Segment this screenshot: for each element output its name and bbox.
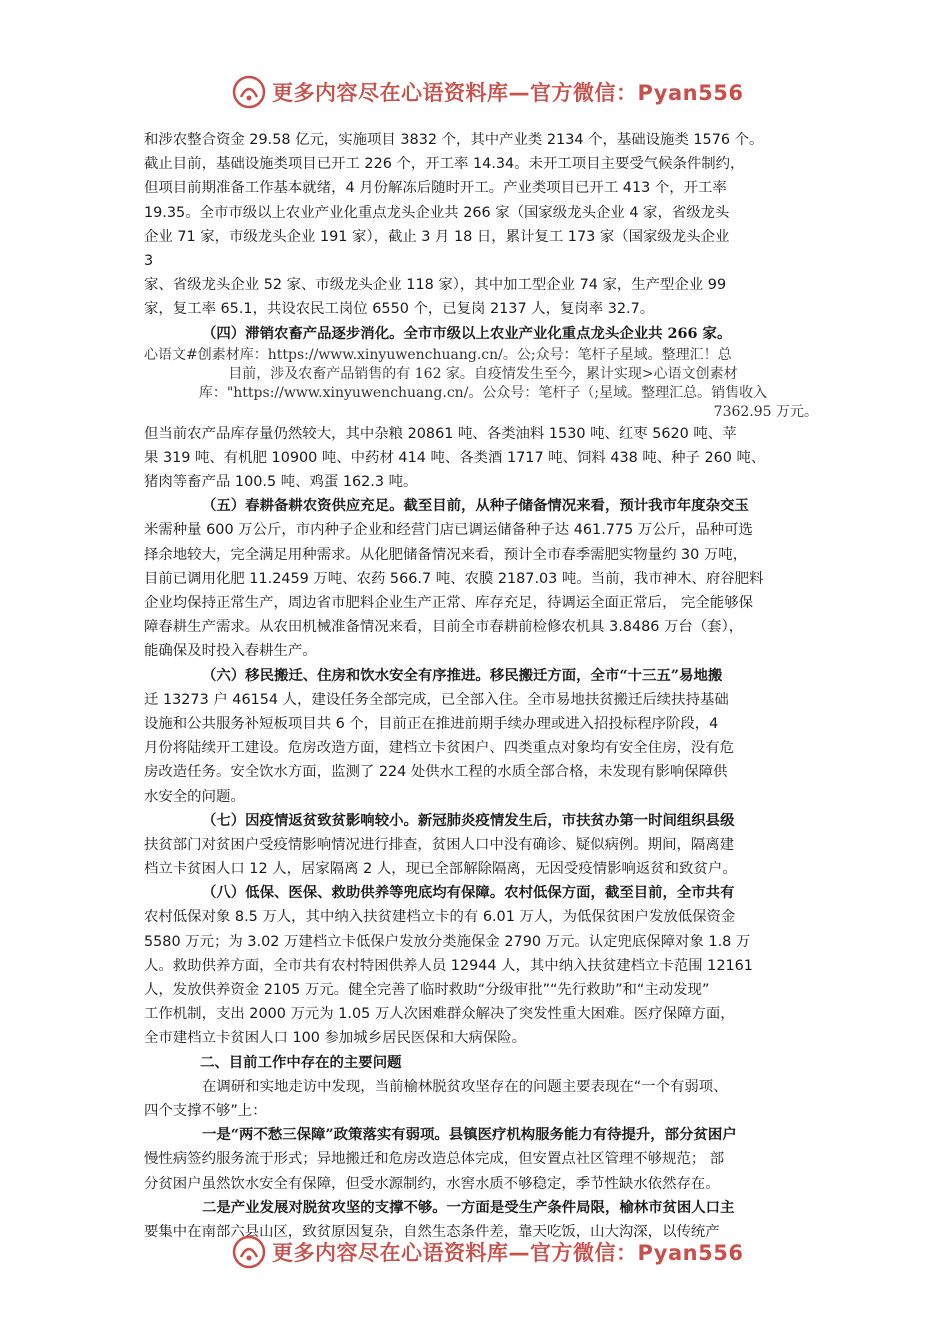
text-line: 要集中在南部六县山区，致贫原因复杂，自然生态条件差，靠天吃饭，山大沟深，以传统产	[144, 1223, 720, 1240]
text-line: 水安全的问题。	[144, 788, 245, 805]
text-line: 障春耕生产需求。从农田机械准备情况来看，目前全市春耕前检修农机具 3.8486 万台（套），	[144, 619, 744, 636]
section-heading-line: 一是“两不愁三保障”政策落实有弱项。县镇医疗机构服务能力有待提升，部分贫困户	[202, 1126, 737, 1144]
section-heading-line: （六）移民搬迁、住房和饮水安全有序推进。移民搬迁方面，全市“十三五”易地搬	[202, 666, 723, 684]
text-line: 截止目前，基础设施类项目已开工 226 个，开工率 14.34。未开工项目主要受气候条件制约，	[144, 156, 745, 173]
text-line: 全市建档立卡贫困人口 100 参加城乡居民医保和大病保险。	[144, 1030, 526, 1047]
watermark-line: 目前，涉及农畜产品销售的有 162 家。自疫情发生至今，累计实现>心语文创素材	[228, 365, 738, 382]
text-line: 房改造任务。安全饮水方面，监测了 224 处供水工程的水质全部合格，未发现有影响保障供	[144, 764, 728, 781]
header-banner	[232, 74, 752, 110]
text-line: 人。救助供养方面，全市共有农村特困供养人员 12944 人，其中纳入扶贫建档立卡范围 12161	[144, 957, 753, 974]
banner-text: 更多内容尽在心语资料库—官方微信：Pyan556	[272, 1241, 744, 1265]
watermark-line: 7362.95 万元。	[713, 403, 818, 420]
text-line: 设施和公共服务补短板项目共 6 个，目前正在推进前期手续办理或进入招投标程序阶段，4	[144, 715, 719, 732]
text-line: 19.35。全市市级以上农业产业化重点龙头企业共 266 家（国家级龙头企业 4 家，省级龙头	[144, 204, 730, 221]
text-line: 家，复工率 65.1，共设农民工岗位 6550 个，已复岗 2137 人，复岗率 32.7。	[144, 301, 655, 318]
text-line: 能确保及时投入春耕生产。	[144, 643, 317, 660]
text-line: 但当前农产品库存量仍然较大，其中杂粮 20861 吨、各类油料 1530 吨、红枣 5620 吨、苹	[144, 425, 737, 442]
text-line: 目前已调用化肥 11.2459 万吨、农药 566.7 吨、农膜 2187.03 吨。当前，我市神木、府谷肥料	[144, 570, 764, 587]
section-heading-line: （五）春耕备耕农资供应充足。截至目前，从种子储备情况来看，预计我市年度杂交玉	[202, 497, 749, 515]
text-line: 猪肉等畜产品 100.5 吨、鸡蛋 162.3 吨。	[144, 474, 418, 491]
text-line: 人，发放供养资金 2105 万元。健全完善了临时救助“分级审批”“先行救助”和“主动发现”	[144, 982, 710, 998]
text-line: 在调研和实地走访中发现，当前榆林脱贫攻坚存在的问题主要表现在“一个有弱项、	[202, 1078, 728, 1095]
document-body	[144, 128, 822, 1244]
text-line: 四个支撑不够”上：	[144, 1102, 267, 1119]
text-line: 和涉农整合资金 29.58 亿元，实施项目 3832 个，其中产业类 2134 个，基础设施类 1576 个。	[144, 132, 764, 148]
text-line: 但项目前期准备工作基本就绪，4 月份解冻后随时开工。产业类项目已开工 413 个，开工率	[144, 180, 727, 197]
text-line: 分贫困户虽然饮水安全有保障，但受水源制约，水窖水质不够稳定，季节性缺水依然存在。	[144, 1175, 720, 1192]
text-line: 月份将陆续开工建设。危房改造方面，建档立卡贫困户、四类重点对象均有安全住房，没有危	[144, 740, 735, 757]
footer-banner	[232, 1234, 752, 1270]
text-line: 企业均保持正常生产，周边省市肥料企业生产正常、库存充足，待调运全面正常后， 完全能够保	[144, 595, 753, 611]
watermark-line: 心语文#创素材库：https://www.xinyuwenchuang.cn/。公;众号：笔杆子星域。整理汇！总	[144, 346, 732, 363]
text-line: 慢性病签约服务流于形式；异地搬迁和危房改造总体完成，但安置点社区管理不够规范； 部	[144, 1151, 725, 1168]
section-heading-line: 二、目前工作中存在的主要问题	[200, 1054, 402, 1071]
text-line: 档立卡贫困人口 12 人，居家隔离 2 人，现已全部解除隔离，无因受疫情影响返贫和致贫户。	[144, 861, 737, 878]
text-line: 择余地较大，完全满足用种需求。从化肥储备情况来看，预计全市春季需肥实物量约 30 万吨，	[144, 546, 748, 563]
text-line: 工作机制，支出 2000 万元为 1.05 万人次困难群众解决了突发性重大困难。医疗保障方面，	[144, 1006, 735, 1023]
section-heading-line: （八）低保、医保、救助供养等兜底均有保障。农村低保方面，截至目前，全市共有	[202, 884, 735, 902]
text-line: 果 319 吨、有机肥 10900 吨、中药材 414 吨、各类酒 1717 吨、饲料 438 吨、种子 260 吨、	[144, 449, 766, 466]
text-line: 企业 71 家，市级龙头企业 191 家），截止 3 月 18 日，累计复工 173 家（国家级龙头企业	[144, 228, 730, 245]
brand-logo-icon	[232, 75, 266, 109]
watermark-line: 库："https://www.xinyuwenchuang.cn/。公众号：笔杆子（;星域。整理汇总。销售收入	[198, 384, 768, 401]
section-heading-line: 二是产业发展对脱贫攻坚的支撑不够。一方面是受生产条件局限，榆林市贫困人口主	[202, 1198, 735, 1216]
text-line: 5580 万元；为 3.02 万建档立卡低保户发放分类施保金 2790 万元。认定兜底保障对象 1.8 万	[144, 933, 751, 950]
text-line: 迁 13273 户 46154 人，建设任务全部完成，已全部入住。全市易地扶贫搬迁后续扶持基础	[144, 691, 729, 708]
section-heading-line: （七）因疫情返贫致贫影响较小。新冠肺炎疫情发生后，市扶贫办第一时间组织县级	[202, 811, 735, 829]
text-line: 农村低保对象 8.5 万人，其中纳入扶贫建档立卡的有 6.01 万人，为低保贫困户发放低保资金	[144, 909, 736, 926]
section-heading-line: （四）滞销农畜产品逐步消化。全市市级以上农业产业化重点龙头企业共 266 家。	[202, 324, 732, 342]
text-line: 家、省级龙头企业 52 家、市级龙头企业 118 家），其中加工型企业 74 家，生产型企业 99	[144, 277, 727, 294]
text-line: 米需种量 600 万公斤，市内种子企业和经营门店已调运储备种子达 461.775 万公斤，品种可选	[144, 522, 753, 539]
text-line: 3	[144, 252, 154, 269]
brand-logo-icon	[232, 1235, 266, 1269]
banner-text: 更多内容尽在心语资料库—官方微信：Pyan556	[272, 81, 744, 105]
text-line: 扶贫部门对贫困户受疫情影响情况进行排查，贫困人口中没有确诊、疑似病例。期间，隔离建	[144, 836, 735, 853]
